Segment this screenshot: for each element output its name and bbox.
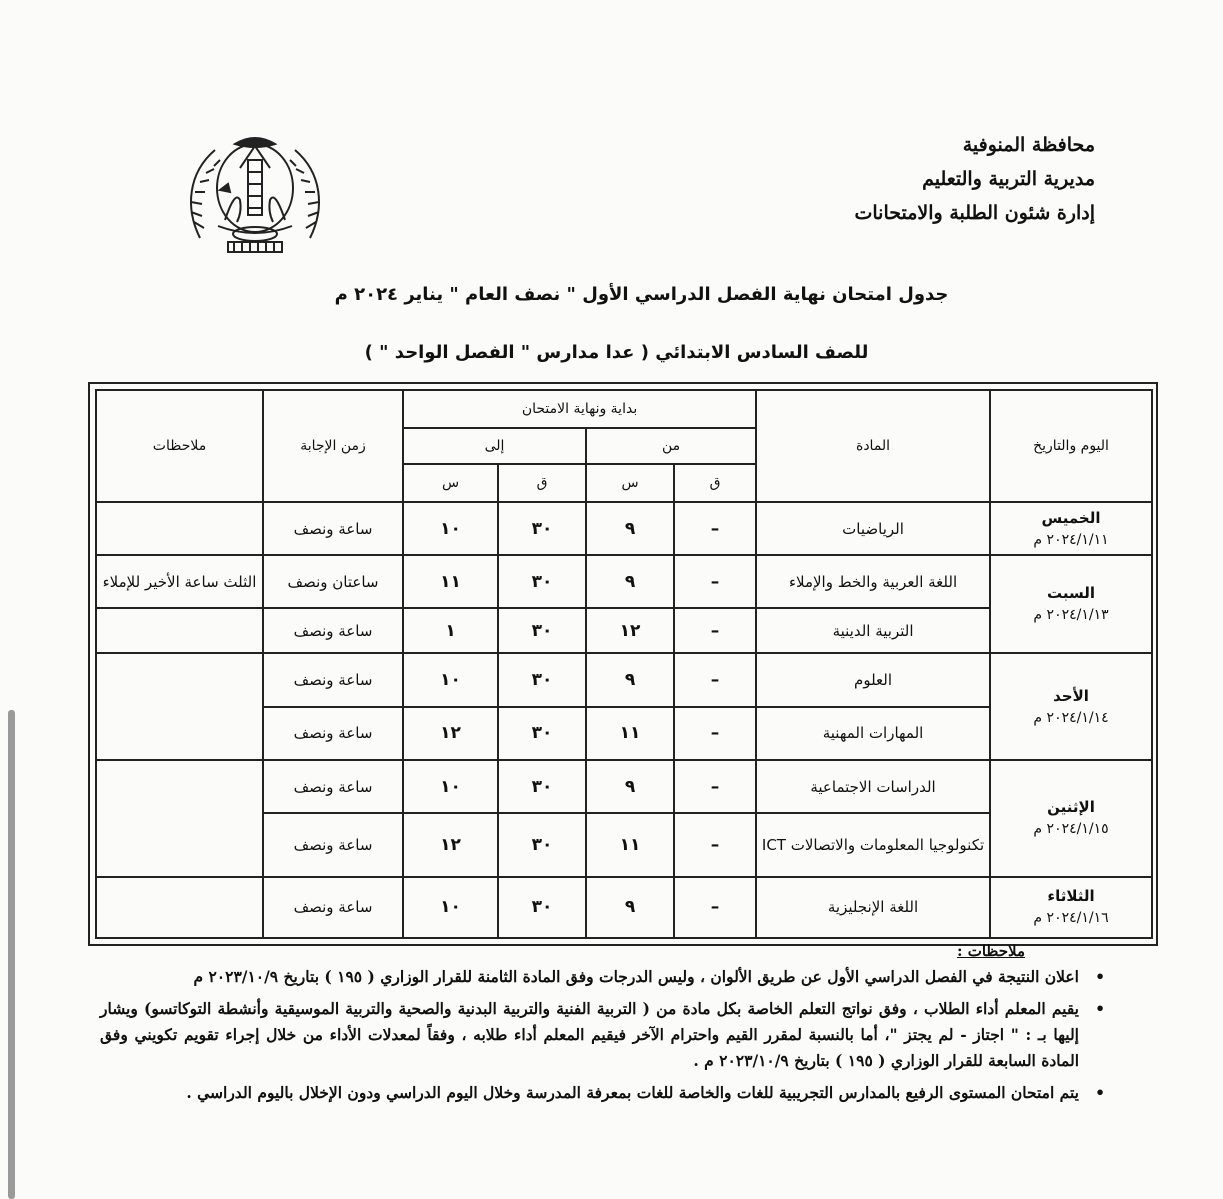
note-text: يقيم المعلم أداء الطلاب ، وفق نواتج التعلم الخاصة بكل مادة من ( التربية الفنية والتربية البدنية والصحية والتربية الموسيقية وأنشطة التوكاتسو) ويشار إليها بـ : " اجتاز - لم يجتز "، أما بالنسبة لمقرر القيم واحترام الآخر فيقيم المعلم أداء طلابه ، وفقاً لمعدلات الأداء من خلال إجراء تقويم تكويني وفق المادة السابعة للقرار الوزاري ( ١٩٥ ) بتاريخ ٢٠٢٣/١٠/٩ م . (100, 999, 1079, 1070)
duration-cell: ساعتان ونصف (263, 555, 403, 608)
subject-cell: اللغة الإنجليزية (756, 877, 990, 938)
day-date: ٢٠٢٤/١/١٤ م (1033, 709, 1109, 726)
list-item (100, 1080, 1105, 1106)
duration-cell: ساعة ونصف (263, 877, 403, 938)
day-name: الثلاثاء (1047, 887, 1095, 906)
header-time-range: بداية ونهاية الامتحان (403, 390, 756, 428)
note-cell (96, 502, 263, 555)
day-date: ٢٠٢٤/١/١٦ م (1033, 910, 1109, 927)
day-date: ٢٠٢٤/١/١٥ م (1033, 821, 1109, 838)
note-cell: الثلث ساعة الأخير للإملاء (96, 555, 263, 608)
to-hour-cell: ١٠ (403, 877, 498, 938)
day-cell (990, 555, 1152, 653)
to-hour-cell: ١١ (403, 555, 498, 608)
day-date: ٢٠٢٤/١/١١ م (1033, 531, 1109, 548)
to-minute-cell: ٣٠ (498, 555, 586, 608)
list-item (100, 964, 1105, 990)
day-name: السبت (1047, 584, 1096, 603)
bullet-icon: • (1095, 967, 1105, 986)
issuer-header (775, 128, 1095, 230)
day-cell (990, 653, 1152, 759)
from-hour-cell: ١٢ (586, 608, 674, 653)
notes-section (100, 942, 1105, 1112)
from-minute-cell: – (674, 653, 756, 706)
table-row (96, 555, 1152, 608)
from-hour-cell: ٩ (586, 653, 674, 706)
day-name: الإثنين (1047, 798, 1095, 817)
table-row (96, 877, 1152, 938)
header-day-date: اليوم والتاريخ (990, 390, 1152, 502)
note-cell (96, 760, 263, 877)
department-name: إدارة شئون الطلبة والامتحانات (854, 202, 1095, 224)
subject-cell: المهارات المهنية (756, 707, 990, 760)
from-hour-cell: ٩ (586, 877, 674, 938)
day-date: ٢٠٢٤/١/١٣ م (1033, 607, 1109, 624)
to-minute-cell: ٣٠ (498, 707, 586, 760)
from-hour-cell: ١١ (586, 707, 674, 760)
note-text: اعلان النتيجة في الفصل الدراسي الأول عن طريق الألوان ، وليس الدرجات وفق المادة الثامنة للقرار الوزاري ( ١٩٥ ) بتاريخ ٢٠٢٣/١٠/٩ م (193, 967, 1079, 986)
schedule-subtitle: للصف السادس الابتدائي ( عدا مدارس " الفصل الواحد " ) (364, 342, 869, 363)
from-minute-cell: – (674, 760, 756, 813)
governorate-name: محافظة المنوفية (962, 134, 1095, 156)
to-minute-cell: ٣٠ (498, 608, 586, 653)
subject-cell: تكنولوجيا المعلومات والاتصالات ICT (756, 813, 990, 876)
header-subject: المادة (756, 390, 990, 502)
note-cell (96, 608, 263, 653)
duration-cell: ساعة ونصف (263, 502, 403, 555)
day-cell (990, 502, 1152, 555)
subject-cell: التربية الدينية (756, 608, 990, 653)
schedule-title: جدول امتحان نهاية الفصل الدراسي الأول " نصف العام " يناير ٢٠٢٤ م (334, 284, 949, 305)
from-hour-cell: ٩ (586, 760, 674, 813)
to-minute-cell: ٣٠ (498, 653, 586, 706)
notes-heading: ملاحظات : (956, 942, 1025, 960)
to-minute-cell: ٣٠ (498, 760, 586, 813)
subject-cell: الدراسات الاجتماعية (756, 760, 990, 813)
header-to: إلى (403, 428, 586, 464)
subject-cell: الرياضيات (756, 502, 990, 555)
header-from: من (586, 428, 756, 464)
header-to-hour: س (403, 464, 498, 502)
duration-cell: ساعة ونصف (263, 760, 403, 813)
table-row (96, 653, 1152, 706)
from-minute-cell: – (674, 813, 756, 876)
duration-cell: ساعة ونصف (263, 608, 403, 653)
to-hour-cell: ١٠ (403, 653, 498, 706)
list-item (100, 996, 1105, 1074)
header-duration: زمن الإجابة (263, 390, 403, 502)
header-to-minute: ق (498, 464, 586, 502)
table-row (96, 502, 1152, 555)
table-row (96, 760, 1152, 813)
subject-cell: اللغة العربية والخط والإملاء (756, 555, 990, 608)
to-minute-cell: ٣٠ (498, 502, 586, 555)
note-text: يتم امتحان المستوى الرفيع بالمدارس التجريبية للغات والخاصة للغات بمعرفة المدرسة وخلال اليوم الدراسي ودون الإخلال باليوم الدراسي . (186, 1083, 1079, 1102)
exam-schedule-table (95, 389, 1153, 939)
to-hour-cell: ١٢ (403, 707, 498, 760)
notes-list (100, 964, 1105, 1106)
header-from-minute: ق (674, 464, 756, 502)
to-hour-cell: ١ (403, 608, 498, 653)
note-cell (96, 653, 263, 759)
bullet-icon: • (1095, 1083, 1105, 1102)
from-hour-cell: ٩ (586, 555, 674, 608)
from-minute-cell: – (674, 555, 756, 608)
day-cell (990, 760, 1152, 877)
duration-cell: ساعة ونصف (263, 707, 403, 760)
day-name: الأحد (1053, 686, 1089, 705)
note-cell (96, 877, 263, 938)
to-minute-cell: ٣٠ (498, 877, 586, 938)
day-name: الخميس (1041, 508, 1101, 527)
from-minute-cell: – (674, 502, 756, 555)
header-notes: ملاحظات (96, 390, 263, 502)
to-hour-cell: ١٢ (403, 813, 498, 876)
bullet-icon: • (1095, 999, 1105, 1018)
to-hour-cell: ١٠ (403, 502, 498, 555)
duration-cell: ساعة ونصف (263, 813, 403, 876)
directorate-name: مديرية التربية والتعليم (922, 168, 1095, 190)
menoufia-governorate-emblem-icon (180, 128, 330, 260)
scroll-edge (8, 710, 15, 1199)
from-hour-cell: ٩ (586, 502, 674, 555)
duration-cell: ساعة ونصف (263, 653, 403, 706)
from-minute-cell: – (674, 877, 756, 938)
to-minute-cell: ٣٠ (498, 813, 586, 876)
subject-cell: العلوم (756, 653, 990, 706)
header-from-hour: س (586, 464, 674, 502)
to-hour-cell: ١٠ (403, 760, 498, 813)
day-cell (990, 877, 1152, 938)
from-minute-cell: – (674, 707, 756, 760)
from-hour-cell: ١١ (586, 813, 674, 876)
from-minute-cell: – (674, 608, 756, 653)
